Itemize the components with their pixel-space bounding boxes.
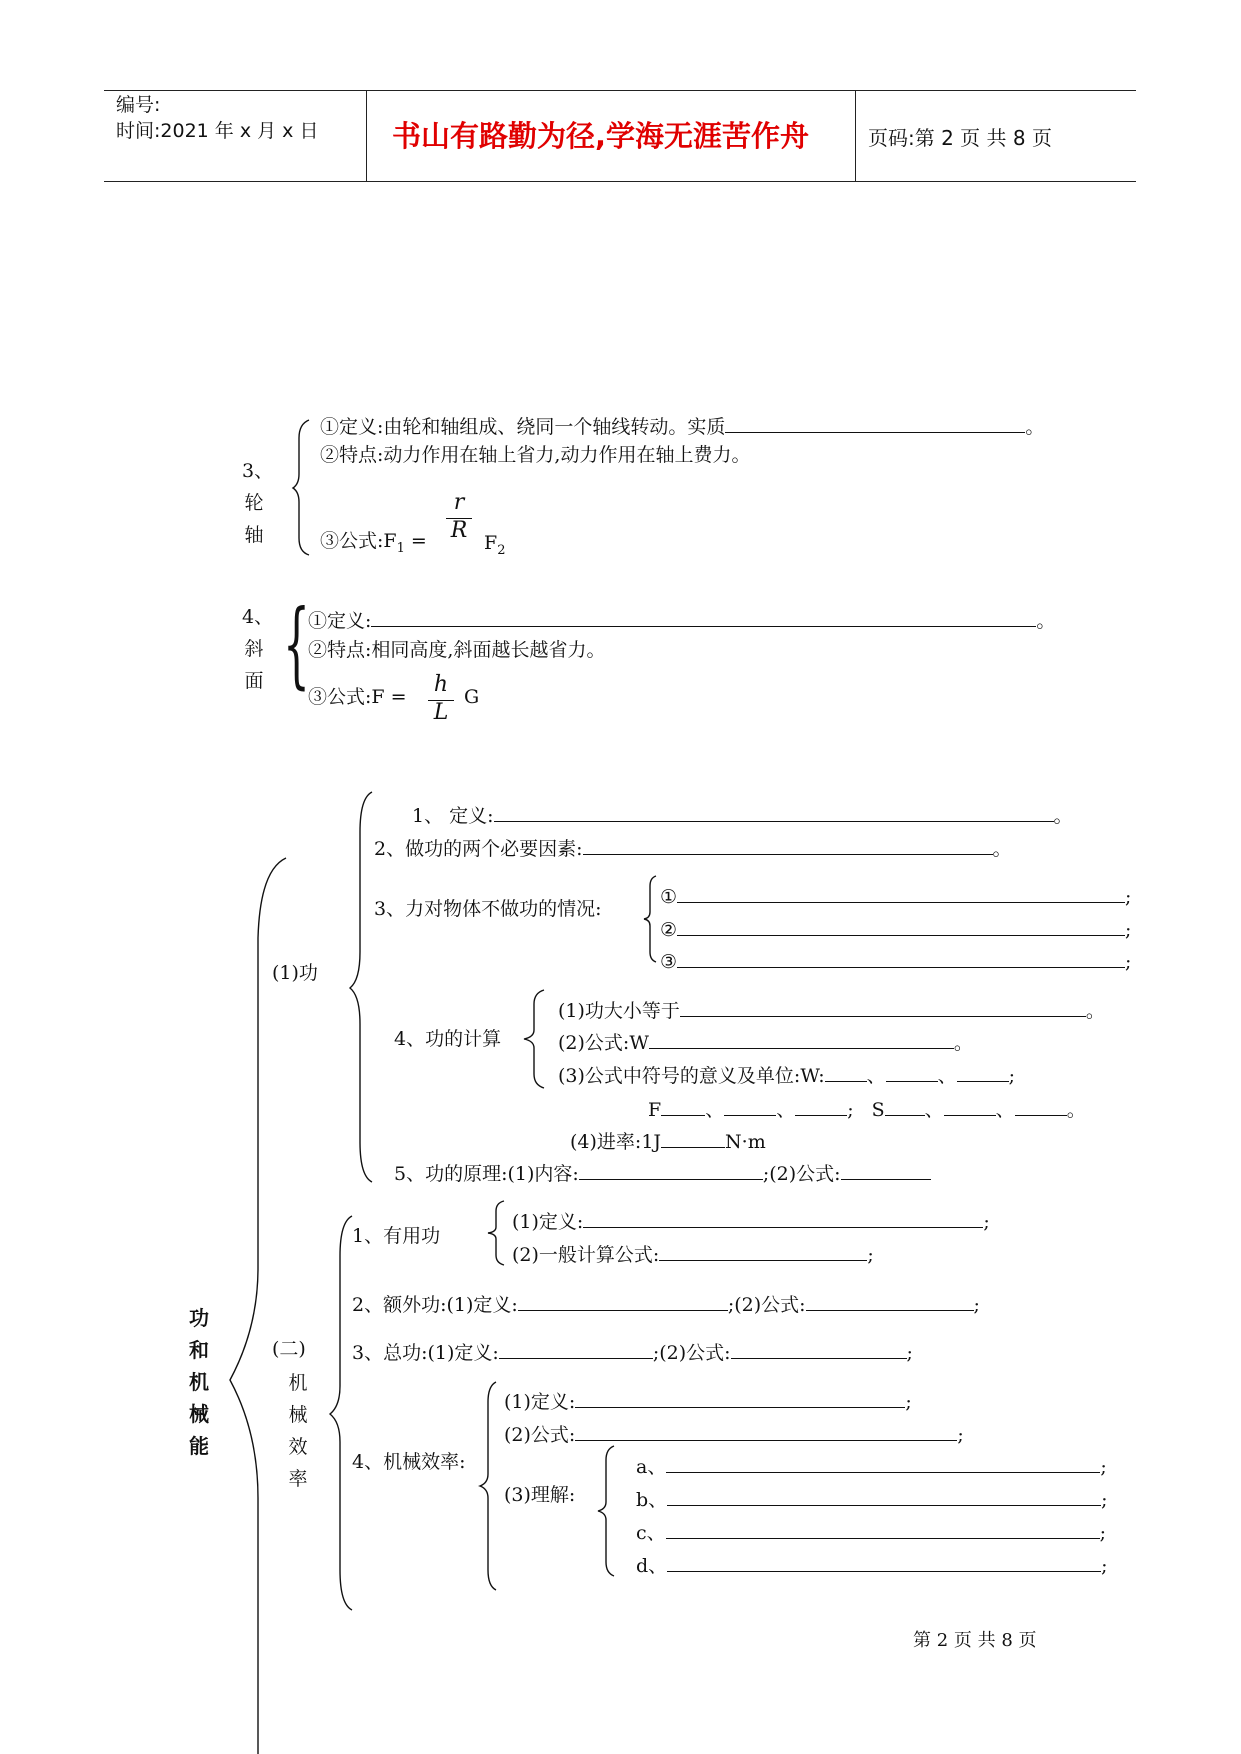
header-divider-left xyxy=(366,90,367,181)
mech-efficiency-formula: (2)公式: ; xyxy=(504,1424,964,1446)
wheel-axle-fraction: r R xyxy=(446,490,472,543)
wheel-axle-definition: ①定义:由轮和轴组成、绕同一个轴线转动。实质 。 xyxy=(320,416,1045,438)
understanding-item-b: b、 ; xyxy=(636,1489,1108,1511)
mech-efficiency: 4、机械效率: xyxy=(352,1451,466,1473)
work-calc3: (3)公式中符号的意义及单位:W: 、 、 ; xyxy=(558,1065,1016,1087)
work-item1: 1、 定义: 。 xyxy=(412,805,1073,827)
mech-efficiency-brace xyxy=(480,1382,498,1590)
incline-feature: ②特点:相同高度,斜面越长越省力。 xyxy=(308,639,606,661)
footer-page-number: 第 2 页 共 8 页 xyxy=(913,1630,1037,1651)
work-label: (1)功 xyxy=(272,962,318,984)
total-work: 3、总功:(1)定义: ;(2)公式: ; xyxy=(352,1342,913,1364)
understanding-brace xyxy=(598,1446,616,1576)
incline-number: 4、 xyxy=(242,606,274,628)
useful-work: 1、有用功 xyxy=(352,1225,441,1247)
work-calc3-line2: F 、 、 ; S 、 、 。 xyxy=(648,1099,1086,1121)
work-calc1: (1)功大小等于 。 xyxy=(558,1000,1105,1022)
work-item3-sub-2: ② ; xyxy=(660,919,1132,941)
useful-work-brace xyxy=(488,1201,506,1265)
work-item2: 2、做功的两个必要因素: 。 xyxy=(374,838,1012,860)
useful-work-formula: (2)一般计算公式: ; xyxy=(512,1244,874,1266)
useful-work-def: (1)定义: ; xyxy=(512,1211,990,1233)
mech-efficiency-def: (1)定义: ; xyxy=(504,1391,912,1413)
wheel-axle-title: 轮轴 xyxy=(244,492,264,546)
header-divider-right xyxy=(855,90,856,181)
wheel-axle-brace xyxy=(293,420,313,555)
wheel-axle-formula: ③公式$:F_1$ = xyxy=(320,530,427,556)
work-item3: 3、力对物体不做功的情况: xyxy=(374,898,602,920)
header-top-rule xyxy=(104,90,1136,91)
main-title: 功和机械能 xyxy=(189,1306,209,1458)
work-item3-sub-3: ③ ; xyxy=(660,951,1132,973)
header-bottom-rule xyxy=(104,181,1136,182)
incline-definition: ①定义: 。 xyxy=(308,610,1056,632)
header-motto: 书山有路勤为径,学海无涯苦作舟 xyxy=(392,119,810,153)
work-calc2: (2)公式:W 。 xyxy=(558,1032,973,1054)
work-item3-brace xyxy=(644,876,658,962)
serial-label: 编号: xyxy=(116,94,161,116)
time-label: 时间:2021 年 x 月 x 日 xyxy=(116,120,319,142)
mech-efficiency-understanding: (3)理解: xyxy=(504,1484,576,1506)
work-item3-sub-1: ① ; xyxy=(660,886,1132,908)
work-calc4: (4)进率:1J N·m xyxy=(570,1131,766,1153)
work-item5: 5、功的原理:(1)内容: ;(2)公式: xyxy=(394,1161,931,1184)
incline-brace-glyph: { xyxy=(283,590,310,699)
wheel-axle-feature: ②特点:动力作用在轴上省力,动力作用在轴上费力。 xyxy=(320,444,751,466)
understanding-item-a: a、 ; xyxy=(636,1456,1107,1478)
extra-work: 2、额外功:(1)定义: ;(2)公式: ; xyxy=(352,1294,980,1316)
incline-fraction: h L xyxy=(428,672,454,725)
incline-formula: ③公式:F = xyxy=(308,686,407,708)
wheel-axle-number: 3、 xyxy=(242,460,274,482)
page-indicator: 页码:第 2 页 共 8 页 xyxy=(868,126,1052,150)
work-brace xyxy=(350,792,376,1182)
work-item4-brace xyxy=(524,990,546,1088)
efficiency-label-chars: 机械效率 xyxy=(288,1372,308,1490)
efficiency-brace xyxy=(330,1216,354,1610)
efficiency-label-top: (二) xyxy=(272,1338,306,1360)
incline-title: 斜面 xyxy=(244,638,264,692)
understanding-item-d: d、 ; xyxy=(636,1555,1108,1577)
work-item4: 4、功的计算 xyxy=(394,1028,502,1050)
incline-formula-tail: G xyxy=(464,686,480,708)
main-brace xyxy=(226,858,288,1754)
wheel-axle-formula-tail: $F_2$ xyxy=(484,532,506,558)
understanding-item-c: c、 ; xyxy=(636,1522,1107,1544)
